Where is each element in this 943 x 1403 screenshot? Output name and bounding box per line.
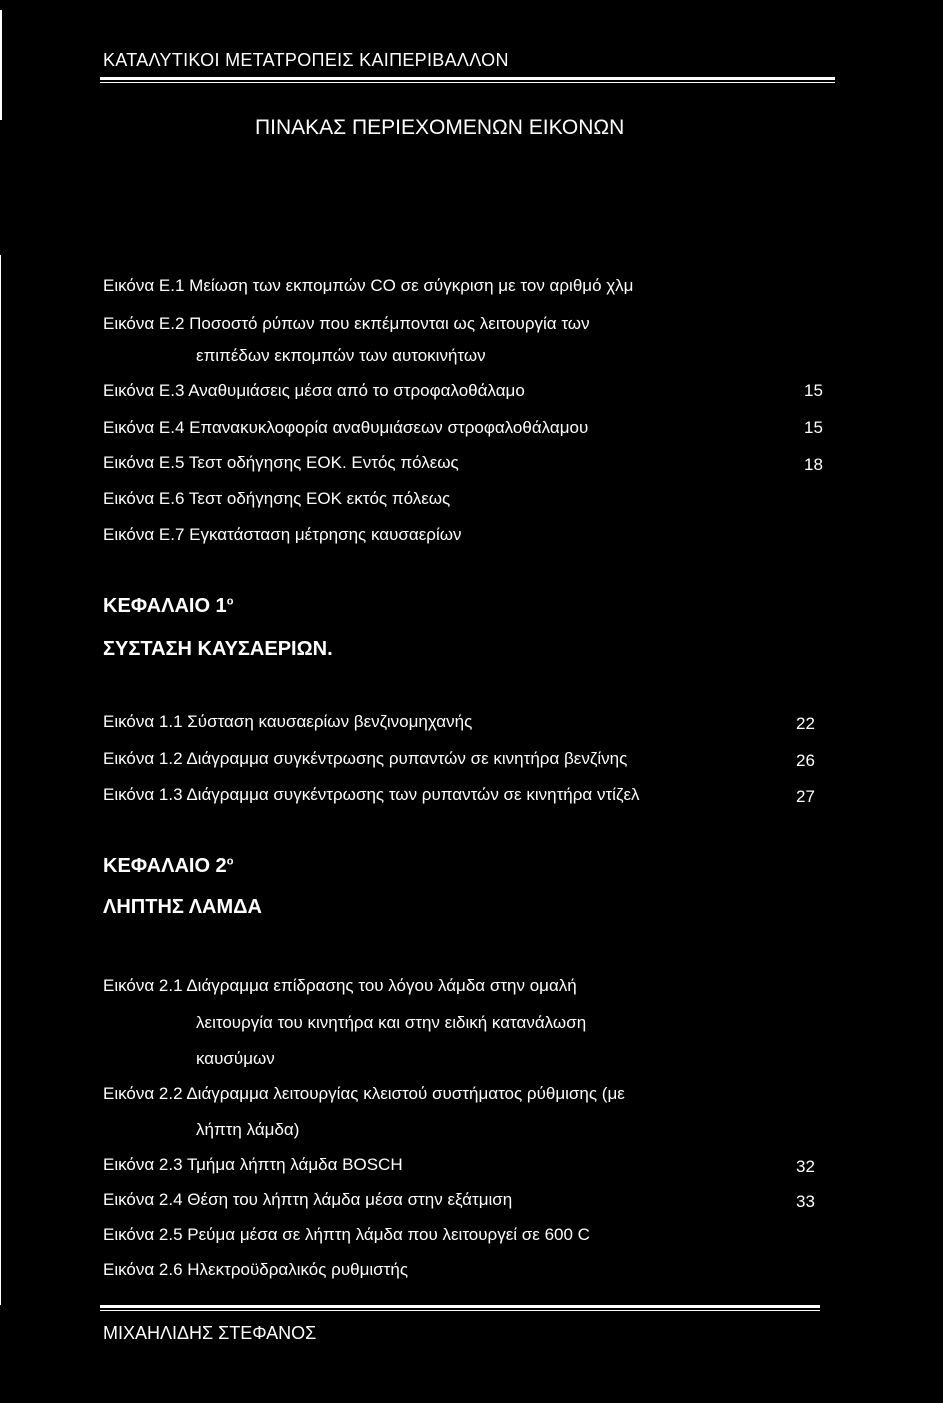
chapter-subtitle: ΛΗΠΤΗΣ ΛΑΜΔΑ xyxy=(103,896,262,918)
figure-entry-continuation: λειτουργία του κινητήρα και στην ειδική κατανάλωση xyxy=(196,1013,587,1032)
chapter-ordinal-sup: ο xyxy=(226,855,234,868)
figure-entry-continuation: καυσύμων xyxy=(196,1049,275,1068)
running-header: ΚΑΤΑΛΥΤΙΚΟΙ ΜΕΤΑΤΡΟΠΕΙΣ ΚΑΙΠΕΡΙΒΑΛΛΟΝ xyxy=(103,50,509,70)
header-rule-thin xyxy=(100,82,835,83)
page-number: 15 xyxy=(804,381,823,400)
chapter-ordinal-sup: ο xyxy=(226,595,234,608)
figure-entry: Εικόνα Ε.7 Εγκατάσταση μέτρησης καυσαερίων xyxy=(103,525,462,544)
chapter-heading xyxy=(103,595,233,618)
figure-entry: Εικόνα 1.1 Σύσταση καυσαερίων βενζινομηχανής xyxy=(103,712,473,731)
figure-entry: Εικόνα 2.6 Ηλεκτροϋδραλικός ρυθμιστής xyxy=(103,1260,409,1279)
page-number: 26 xyxy=(796,751,815,770)
page-number: 18 xyxy=(804,455,823,474)
figure-entry: Εικόνα Ε.4 Επανακυκλοφορία αναθυμιάσεων στροφαλοθάλαμου xyxy=(103,418,589,437)
figure-entry-continuation: λήπτη λάμδα) xyxy=(196,1120,300,1139)
figure-entry-continuation: επιπέδων εκπομπών των αυτοκινήτων xyxy=(196,346,486,365)
page-title: ΠΙΝΑΚΑΣ ΠΕΡΙΕΧΟΜΕΝΩΝ ΕΙΚΟΝΩΝ xyxy=(255,116,625,139)
page-number: 27 xyxy=(796,787,815,806)
page-number: 15 xyxy=(804,418,823,437)
figure-entry: Εικόνα Ε.1 Μείωση των εκπομπών CO σε σύγκριση με τον αριθμό χλμ xyxy=(103,276,634,295)
figure-entry: Εικόνα 2.5 Ρεύμα μέσα σε λήπτη λάμδα που λειτουργεί σε 600 C xyxy=(103,1225,590,1244)
figure-entry: Εικόνα 2.2 Διάγραμμα λειτουργίας κλειστού συστήματος ρύθμισης (με xyxy=(103,1084,625,1103)
figure-entry: Εικόνα 2.1 Διάγραμμα επίδρασης του λόγου λάμδα στην ομαλή xyxy=(103,976,577,995)
figure-entry: Εικόνα Ε.3 Αναθυμιάσεις μέσα από το στροφαλοθάλαμο xyxy=(103,381,525,400)
figure-entry: Εικόνα 1.3 Διάγραμμα συγκέντρωσης των ρυπαντών σε κινητήρα ντίζελ xyxy=(103,785,640,804)
footer-author: ΜΙΧΑΗΛΙΔΗΣ ΣΤΕΦΑΝΟΣ xyxy=(103,1323,317,1343)
scan-edge-mark xyxy=(0,10,2,120)
page-number: 32 xyxy=(796,1157,815,1176)
footer-rule-thin xyxy=(100,1310,820,1311)
figure-entry: Εικόνα Ε.6 Τεστ οδήγησης ΕΟΚ εκτός πόλεως xyxy=(103,489,451,508)
chapter-heading xyxy=(103,855,233,878)
header-rule xyxy=(100,77,835,80)
page-number: 22 xyxy=(796,714,815,733)
scan-edge-mark xyxy=(0,255,1,1305)
chapter-subtitle: ΣΥΣΤΑΣΗ ΚΑΥΣΑΕΡΙΩΝ. xyxy=(103,638,333,660)
figure-entry: Εικόνα 2.4 Θέση του λήπτη λάμδα μέσα στην εξάτμιση xyxy=(103,1190,513,1209)
page-number: 33 xyxy=(796,1192,815,1211)
chapter-heading-text: ΚΕΦΑΛΑΙΟ 1 xyxy=(103,595,227,617)
figure-entry: Εικόνα Ε.5 Τεστ οδήγησης ΕΟΚ. Εντός πόλεως xyxy=(103,453,459,472)
figure-entry: Εικόνα 2.3 Τμήμα λήπτη λάμδα BOSCH xyxy=(103,1155,403,1174)
chapter-heading-text: ΚΕΦΑΛΑΙΟ 2 xyxy=(103,855,227,877)
footer-rule xyxy=(100,1305,820,1308)
figure-entry: Εικόνα Ε.2 Ποσοστό ρύπων που εκπέμπονται ως λειτουργία των xyxy=(103,314,590,333)
figure-entry: Εικόνα 1.2 Διάγραμμα συγκέντρωσης ρυπαντών σε κινητήρα βενζίνης xyxy=(103,749,628,768)
